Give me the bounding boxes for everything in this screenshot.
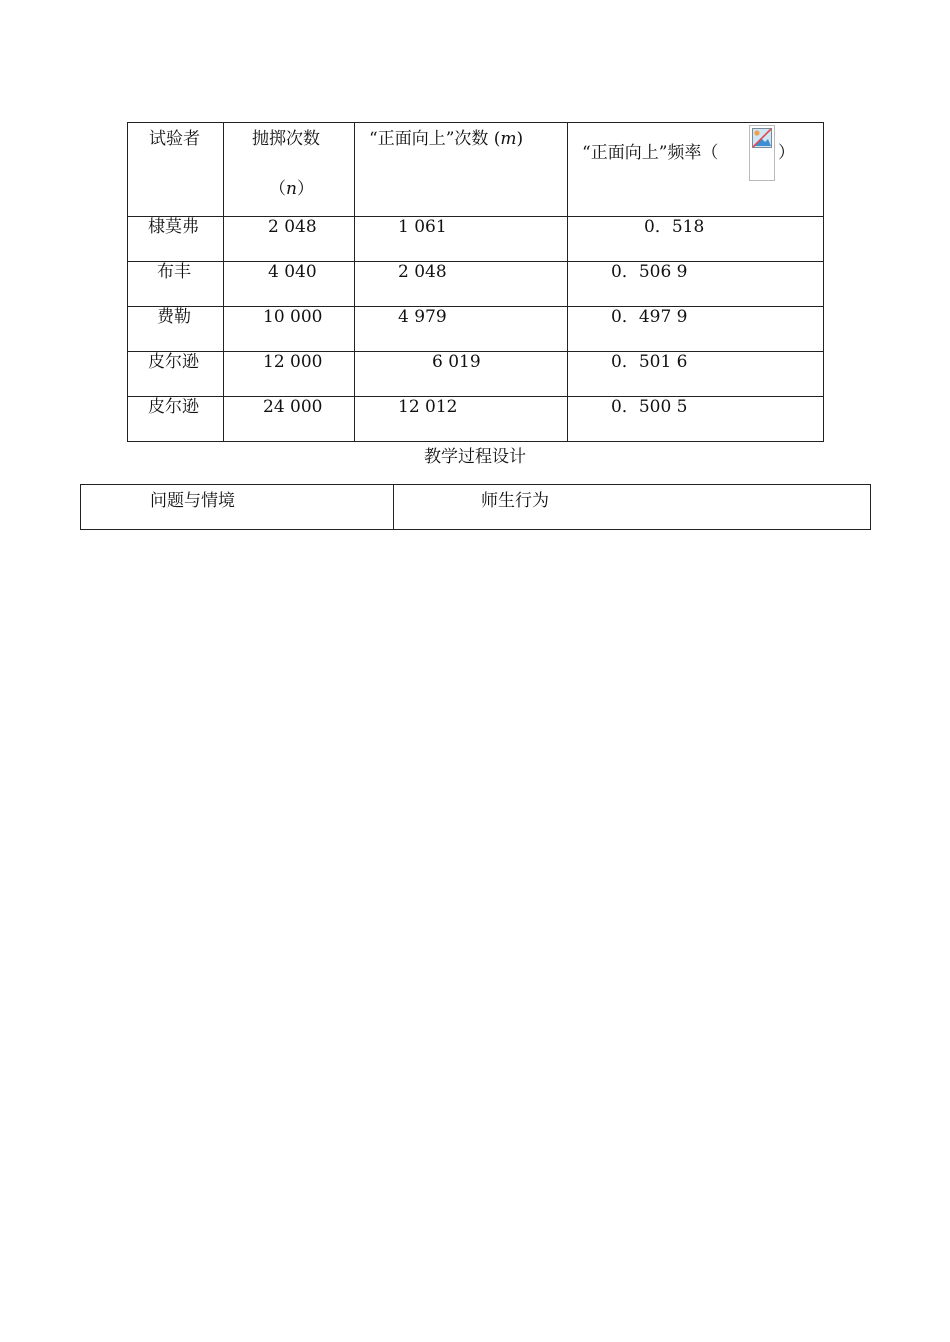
header-cell-frequency bbox=[568, 123, 824, 217]
cell-heads: 6 019 bbox=[355, 352, 568, 397]
cell-name: 棣莫弗 bbox=[128, 217, 224, 262]
process-cell-behavior bbox=[394, 485, 871, 530]
cell-frequency: 0．506 9 bbox=[568, 262, 824, 307]
teaching-process-table bbox=[80, 484, 871, 530]
cell-heads: 12 012 bbox=[355, 397, 568, 442]
cell-heads: 4 979 bbox=[355, 307, 568, 352]
cell-frequency: 0．497 9 bbox=[568, 307, 824, 352]
process-header-row bbox=[81, 485, 871, 530]
process-header-behavior: 师生行为 bbox=[481, 491, 549, 511]
table-row bbox=[128, 307, 824, 352]
header-cell-experimenter bbox=[128, 123, 224, 217]
process-header-situation: 问题与情境 bbox=[150, 491, 235, 511]
cell-name: 皮尔逊 bbox=[128, 352, 224, 397]
cell-name: 费勒 bbox=[128, 307, 224, 352]
cell-heads: 1 061 bbox=[355, 217, 568, 262]
cell-frequency: 0．501 6 bbox=[568, 352, 824, 397]
cell-frequency: 0．500 5 bbox=[568, 397, 824, 442]
header-throws: 抛掷次数 bbox=[252, 129, 320, 149]
cell-heads: 2 048 bbox=[355, 262, 568, 307]
table-header-row bbox=[128, 123, 824, 217]
process-cell-situation bbox=[81, 485, 394, 530]
section-caption: 教学过程设计 bbox=[424, 447, 526, 467]
cell-throws: 24 000 bbox=[224, 397, 355, 442]
header-heads-count: “正面向上”次数 (m) bbox=[369, 129, 524, 149]
header-throws-variable: （n） bbox=[269, 179, 314, 199]
cell-throws: 4 040 bbox=[224, 262, 355, 307]
header-cell-throws bbox=[224, 123, 355, 217]
broken-image-icon bbox=[749, 125, 775, 181]
table-row bbox=[128, 352, 824, 397]
cell-name: 皮尔逊 bbox=[128, 397, 224, 442]
cell-frequency: 0．518 bbox=[568, 217, 824, 262]
coin-toss-table bbox=[127, 122, 824, 442]
cell-throws: 12 000 bbox=[224, 352, 355, 397]
cell-throws: 2 048 bbox=[224, 217, 355, 262]
table-row bbox=[128, 217, 824, 262]
header-frequency-open: “正面向上”频率（ bbox=[582, 143, 719, 163]
header-frequency-close: ） bbox=[778, 143, 795, 163]
table-row bbox=[128, 397, 824, 442]
cell-name: 布丰 bbox=[128, 262, 224, 307]
header-cell-heads bbox=[355, 123, 568, 217]
table-row bbox=[128, 262, 824, 307]
header-experimenter: 试验者 bbox=[149, 129, 200, 149]
cell-throws: 10 000 bbox=[224, 307, 355, 352]
